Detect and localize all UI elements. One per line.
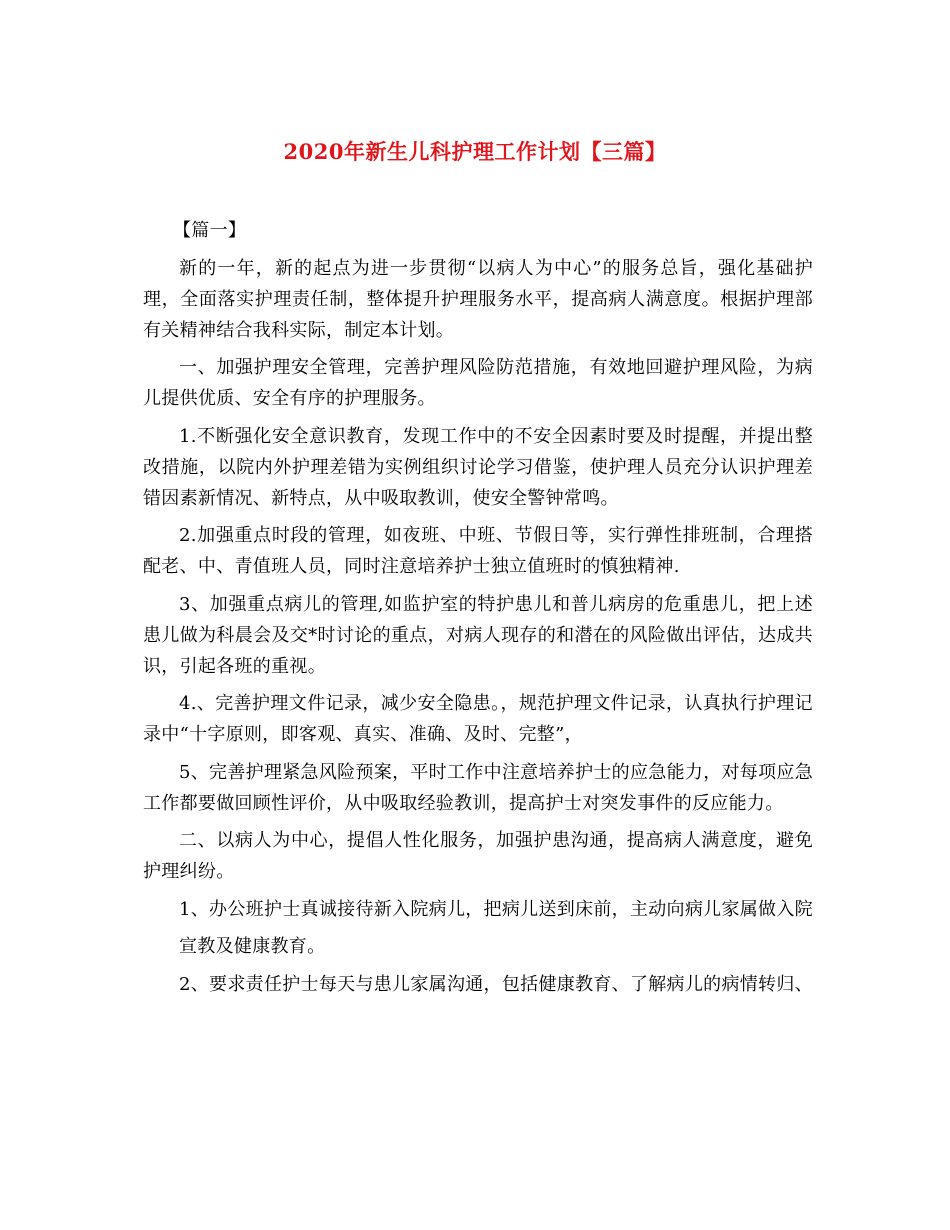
paragraph: 4.、完善护理文件记录，减少安全隐患。，规范护理文件记录，认真执行护理记录中“十字原则，即客观、真实、准确、及时、完整”， [143,693,813,745]
paragraph: 一、加强护理安全管理，完善护理风险防范措施，有效地回避护理风险，为病儿提供优质、安全有序的护理服务。 [143,357,813,409]
paragraph: 3、加强重点病儿的管理,如监护室的特护患儿和普儿病房的危重患儿，把上述患儿做为科晨会及交*时讨论的重点，对病人现存的和潜在的风险做出评估，达成共识，引起各班的重视。 [143,593,813,677]
paragraph: 2.加强重点时段的管理，如夜班、中班、节假日等，实行弹性排班制，合理搭配老、中、青值班人员，同时注意培养护士独立值班时的慎独精神. [143,525,813,577]
document-title: 2020年新生儿科护理工作计划【三篇】 [283,139,667,164]
paragraph: 2、要求责任护士每天与患儿家属沟通，包括健康教育、了解病儿的病情转归、 [179,973,813,995]
paragraph: 宣教及健康教育。 [179,936,326,957]
section-label: 【篇一】 [173,220,247,241]
paragraph: 新的一年，新的起点为进一步贯彻“以病人为中心”的服务总旨，强化基础护理，全面落实护理责任制，整体提升护理服务水平，提高病人满意度。根据护理部有关精神结合我科实际，制定本计划。 [143,257,813,341]
paragraph: 1.不断强化安全意识教育，发现工作中的不安全因素时要及时提醒，并提出整改措施，以院内外护理差错为实例组织讨论学习借鉴，使护理人员充分认识护理差错因素新情况、新特点，从中吸取教训，使安全警钟常鸣。 [143,425,813,509]
paragraph: 1、办公班护士真诚接待新入院病儿，把病儿送到床前，主动向病儿家属做入院 [179,898,813,920]
paragraph: 5、完善护理紧急风险预案，平时工作中注意培养护士的应急能力，对每项应急工作都要做回顾性评价，从中吸取经验教训，提高护士对突发事件的反应能力。 [143,761,813,814]
paragraph: 二、以病人为中心，提倡人性化服务，加强护患沟通，提高病人满意度，避免护理纠纷。 [143,830,813,882]
document-body [143,215,813,1006]
